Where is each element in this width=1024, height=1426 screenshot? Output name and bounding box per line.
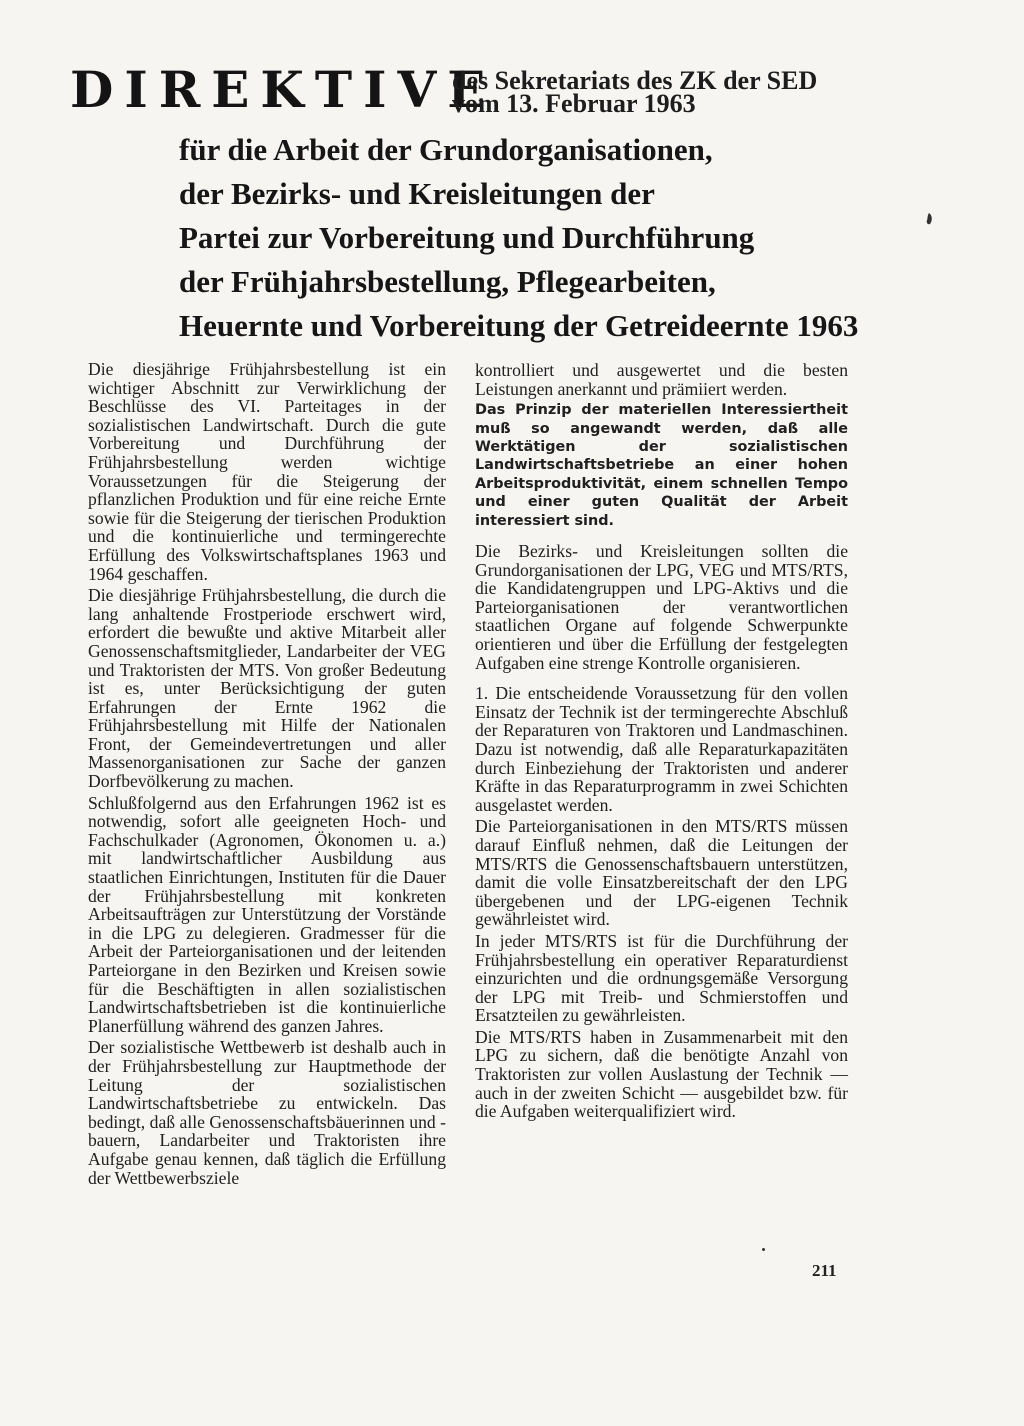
paragraph: Die Bezirks- und Kreisleitungen sollten die Grundorganisationen der LPG, VEG und MTS/RTS, die Kandidatengruppen und LPG-Aktivs und die Parteiorganisationen der verantwortlichen staatlichen Organe auf folgende Schwerpunkte orientieren und über die Erfüllung der festgelegten Aufgaben eine strenge Kontrolle organisieren. [475,541,848,673]
heading-line: der Bezirks- und Kreisleitungen der [179,176,655,211]
heading-line: Heuernte und Vorbereitung der Getreideernte 1963 [179,308,859,343]
right-column [475,361,848,1124]
title-block [70,62,870,122]
heading-line: Partei zur Vorbereitung und Durchführung [179,220,755,255]
main-title: DIREKTIVE [70,60,497,119]
page-number: 211 [812,1261,837,1280]
ink-dot [762,1248,765,1251]
paragraph: Die Parteiorganisationen in den MTS/RTS müssen darauf Einfluß nehmen, daß die Leitungen der MTS/RTS die Genossenschaftsbauern unterstützen, damit die volle Einsatzbereitschaft der den LPG übergebenen und der LPG-eigenen Technik gewährleistet wird. [475,816,848,930]
paragraph: Die MTS/RTS haben in Zusammenarbeit mit den LPG zu sichern, daß die benötigte Anzahl von Traktoristen zur vollen Auslastung der Technik — auch in der zweiten Schicht — ausgebildet bzw. für die Aufgaben weiterqualifiziert wird. [475,1026,848,1122]
paragraph: Die diesjährige Frühjahrsbestellung, die durch die lang anhaltende Frostperiode erschwert wird, erfordert die bewußte und aktive Mitarbeit aller Genossenschaftsmitglieder, Landarbeiter der VEG und Traktoristen der MTS. Von großer Bedeutung ist es, unter Berücksichtigung der guten Erfahrungen der Ernte 1962 die Frühjahrsbestellung mit Hilfe der Nationalen Front, der Gemeindevertretungen und aller Massenorganisationen zur Sache der ganzen Dorfbevölkerung zu machen. [88,585,446,792]
heading-line: für die Arbeit der Grundorganisationen, [179,132,713,167]
paragraph: Die diesjährige Frühjahrsbestellung ist ein wichtiger Abschnitt zur Verwirklichung der Beschlüsse des VI. Parteitages in der sozialistischen Landwirtschaft. Durch die gute Vorbereitung und Durchführung der Frühjahrsbestellung werden wichtige Voraussetzungen für die Steigerung der pflanzlichen Produktion und für eine reiche Ernte sowie für die Steigerung der tierischen Produktion und die kontinuierliche und termingerechte Erfüllung des Volkswirtschaftsplanes 1963 und 1964 geschaffen. [88,359,446,584]
paragraph: 1. Die entscheidende Voraussetzung für den vollen Einsatz der Technik ist der termingerechte Abschluß der Reparaturen von Traktoren und Landmaschinen. Dazu ist notwendig, daß alle Reparaturkapazitäten durch Einbeziehung der Traktoristen und anderer Kräfte in das Reparaturprogramm in zwei Schichten ausgelastet werden. [475,683,848,815]
left-column [88,360,446,1190]
document-heading [179,128,879,348]
issuer-line: des Sekretariats des ZK der SED [452,66,818,95]
emphasized-paragraph: Das Prinzip der materiellen Interessiertheit muß so angewandt werden, daß alle Werktätigen der sozialistischen Landwirtschaftsbetriebe an einer hohen Arbeitsproduktivität, einem schnellen Tempo und einer guten Qualität der Arbeit interessiert sind. [475,402,848,529]
heading-line: der Frühjahrsbestellung, Pflegearbeiten, [179,264,716,299]
paragraph: kontrolliert und ausgewertet und die besten Leistungen anerkannt und prämiiert werden. [475,360,848,399]
paragraph: Der sozialistische Wettbewerb ist deshalb auch in der Frühjahrsbestellung zur Hauptmethode der Leitung der sozialistischen Landwirtschaftsbetriebe zu entwickeln. Das bedingt, daß alle Genossenschaftsbäuerinnen und -bauern, Landarbeiter und Traktoristen ihre Aufgabe genau kennen, daß täglich die Erfüllung der Wettbewerbsziele [88,1037,446,1188]
paragraph: In jeder MTS/RTS ist für die Durchführung der Frühjahrsbestellung ein operativer Reparaturdienst einzurichten und die ordnungsgemäße Versorgung der LPG mit Treib- und Schmierstoffen und Ersatzteilen zu gewährleisten. [475,930,848,1026]
ink-speck-icon [924,212,934,226]
paragraph: Schlußfolgernd aus den Erfahrungen 1962 ist es notwendig, sofort alle geeigneten Hoch- und Fachschulkader (Agronomen, Ökonomen u. a.) mit landwirtschaftlicher Ausbildung aus staatlichen Einrichtungen, Instituten für die Dauer der Frühjahrsbestellung mit konkreten Arbeitsaufträgen zur Unterstützung der Vorstände in die LPG zu delegieren. Gradmesser für die Arbeit der Parteiorganisationen und der leitenden Parteiorgane in den Bezirken und Kreisen sowie für die Beschäftigten in allen sozialistischen Landwirtschaftsbetrieben ist die kontinuierliche Planerfüllung während des ganzen Jahres. [88,792,446,1036]
date-line: vom 13. Februar 1963 [452,89,696,118]
